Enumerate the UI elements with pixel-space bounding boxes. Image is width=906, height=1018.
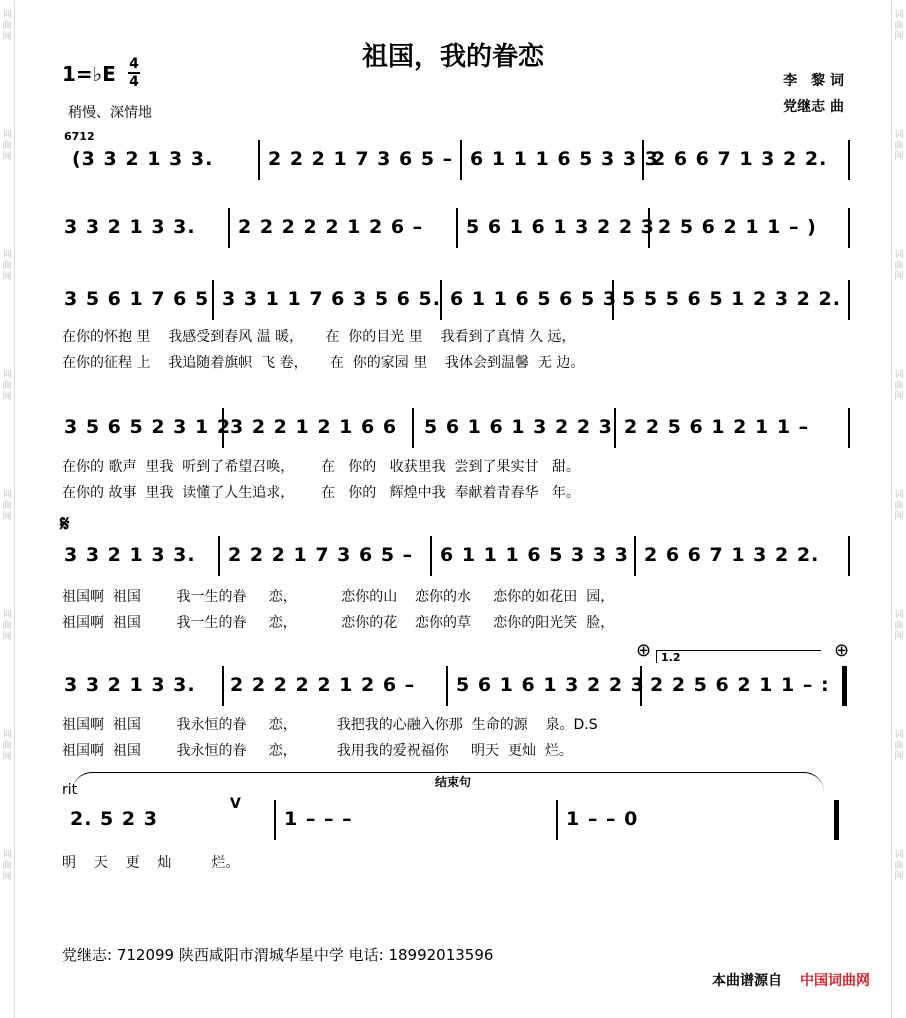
measure: 2 2 5 6 2 1 1 – : xyxy=(650,674,830,696)
measure: 2 2 2 1 7 3 6 5 – xyxy=(228,544,414,566)
measure: 6 1 1 6 5 6 5 3 xyxy=(450,288,618,310)
barline xyxy=(848,408,850,448)
measure: 2 2 2 2 2 1 2 6 – xyxy=(238,216,424,238)
composer-credit: 党继志 曲 xyxy=(783,99,844,115)
barline xyxy=(412,408,414,448)
measure: (3 3 2 1 3 3. xyxy=(72,148,214,170)
barline xyxy=(446,666,448,706)
barline xyxy=(222,666,224,706)
lyric-line: 明 天 更 灿 烂。 xyxy=(62,855,240,871)
source-credit xyxy=(712,970,870,990)
measure: 3 3 2 1 3 3. xyxy=(64,544,196,566)
measure: 1 – – – xyxy=(284,808,353,830)
measure: 5 6 1 6 1 3 2 2 3 xyxy=(424,416,613,438)
song-title: 祖国，我的眷恋 xyxy=(361,42,544,72)
segno-sign: 𝄋 xyxy=(60,512,70,537)
barline xyxy=(848,208,850,248)
lyric-line: 祖国啊 祖国 我永恒的眷 恋， 我把我的心融入你那 生命的源 泉。D.S xyxy=(62,717,598,733)
measure: 2 2 2 1 7 3 6 5 – xyxy=(268,148,454,170)
score-row-2 xyxy=(62,208,852,248)
barline xyxy=(848,280,850,320)
watermark-right: 词 曲 网 xyxy=(894,850,904,882)
barline xyxy=(222,408,224,448)
measure: 2 6 6 7 1 3 2 2. xyxy=(652,148,828,170)
barline xyxy=(456,208,458,248)
measure: 1 – – 0 xyxy=(566,808,639,830)
watermark-right: 词 曲 网 xyxy=(894,490,904,522)
measure: 2 5 6 2 1 1 – ) xyxy=(658,216,817,238)
breath-mark: V xyxy=(230,796,241,812)
time-signature-top: 4 xyxy=(129,56,139,72)
measure: 6 1 1 1 6 5 3 3 3 xyxy=(440,544,629,566)
key-signature: 1=♭E xyxy=(62,62,116,86)
measure: 2 2 5 6 1 2 1 1 – xyxy=(624,416,810,438)
barline xyxy=(642,140,644,180)
watermark-left: 词 曲 网 xyxy=(2,610,12,642)
tempo-marking: 稍慢、深情地 xyxy=(68,105,152,121)
barline xyxy=(848,536,850,576)
barline xyxy=(848,140,850,180)
time-signature-bottom: 4 xyxy=(129,74,139,90)
source-prefix: 本曲谱源自 xyxy=(712,973,782,989)
measure: 5 6 1 6 1 3 2 2 3 xyxy=(466,216,655,238)
coda-sign: ⊕ xyxy=(636,640,652,661)
watermark-right: 词 曲 网 xyxy=(894,370,904,402)
final-barline xyxy=(834,800,839,840)
barline xyxy=(228,208,230,248)
barline xyxy=(556,800,558,840)
measure: 2 2 2 2 2 1 2 6 – xyxy=(230,674,416,696)
lyricist-credit: 李 黎 词 xyxy=(783,73,844,89)
watermark-left: 词 曲 网 xyxy=(2,370,12,402)
watermark-right: 词 曲 网 xyxy=(894,730,904,762)
lyric-line: 在你的怀抱 里 我感受到春风 温 暖， 在 你的目光 里 我看到了真情 久 远， xyxy=(62,329,576,345)
watermark-left: 词 曲 网 xyxy=(2,850,12,882)
lyric-line: 祖国啊 祖国 我永恒的眷 恋， 我用我的爱祝福你 明天 更灿 烂。 xyxy=(62,743,573,759)
barline xyxy=(614,408,616,448)
barline xyxy=(430,536,432,576)
watermark-left: 词 曲 网 xyxy=(2,730,12,762)
barline xyxy=(612,280,614,320)
barline xyxy=(274,800,276,840)
lyric-line: 在你的 歌声 里我 听到了希望召唤， 在 你的 收获里我 尝到了果实甘 甜。 xyxy=(62,459,580,475)
source-brand-link[interactable]: 中国词曲网 xyxy=(800,973,870,989)
score-row-5 xyxy=(62,536,852,576)
time-signature xyxy=(128,56,140,90)
watermark-right: 词 曲 网 xyxy=(894,610,904,642)
watermark-left: 词 曲 网 xyxy=(2,130,12,162)
watermark-right: 词 曲 网 xyxy=(894,250,904,282)
score-row-4 xyxy=(62,408,852,448)
coda-sign: ⊕ xyxy=(834,640,850,661)
lyric-line: 在你的 故事 里我 读懂了人生追求， 在 你的 辉煌中我 奉献着青春华 年。 xyxy=(62,485,580,501)
barline xyxy=(218,536,220,576)
score-row-7 xyxy=(62,796,852,840)
repeat-barline xyxy=(842,666,847,706)
watermark-right: 词 曲 网 xyxy=(894,10,904,42)
ritardando-marking: rit xyxy=(62,782,78,798)
barline xyxy=(634,536,636,576)
ending-label: 结束句 xyxy=(434,775,471,789)
score-row-1 xyxy=(62,140,852,180)
score-row-3 xyxy=(62,280,852,320)
barline xyxy=(440,280,442,320)
barline xyxy=(640,666,642,706)
measure: 6 1 1 1 6 5 3 3 3 xyxy=(470,148,659,170)
watermark-left: 词 曲 网 xyxy=(2,10,12,42)
measure: 3 2 2 1 2 1 6 6 xyxy=(230,416,398,438)
measure: 3 3 1 1 7 6 3 5 6 5. xyxy=(222,288,441,310)
volta-bracket: 1.2 xyxy=(656,650,821,663)
measure: 3 5 6 1 7 6 5 xyxy=(64,288,210,310)
measure: 5 5 5 6 5 1 2 3 2 2. xyxy=(622,288,841,310)
measure: 3 3 2 1 3 3. xyxy=(64,216,196,238)
barline xyxy=(648,208,650,248)
barline xyxy=(460,140,462,180)
measure: 2 6 6 7 1 3 2 2. xyxy=(644,544,820,566)
measure: 5 6 1 6 1 3 2 2 3 xyxy=(456,674,645,696)
score-row-6 xyxy=(62,666,852,706)
lyric-line: 祖国啊 祖国 我一生的眷 恋， 恋你的山 恋你的水 恋你的如花田 园， xyxy=(62,589,615,605)
measure: 2. 5 2 3 xyxy=(70,808,158,830)
barline xyxy=(258,140,260,180)
measure: 3 5 6 5 2 3 1 2 xyxy=(64,416,232,438)
lyric-line: 祖国啊 祖国 我一生的眷 恋， 恋你的花 恋你的草 恋你的阳光笑 脸， xyxy=(62,615,615,631)
watermark-left: 词 曲 网 xyxy=(2,490,12,522)
watermark-left: 词 曲 网 xyxy=(2,250,12,282)
barline xyxy=(212,280,214,320)
lyric-line: 在你的征程 上 我追随着旗帜 飞 卷， 在 你的家园 里 我体会到温馨 无 边。 xyxy=(62,355,585,371)
grace-notes: 6712 xyxy=(64,130,95,143)
contact-info: 党继志: 712099 陕西咸阳市渭城华星中学 电话: 18992013596 xyxy=(62,946,494,964)
watermark-right: 词 曲 网 xyxy=(894,130,904,162)
measure: 3 3 2 1 3 3. xyxy=(64,674,196,696)
